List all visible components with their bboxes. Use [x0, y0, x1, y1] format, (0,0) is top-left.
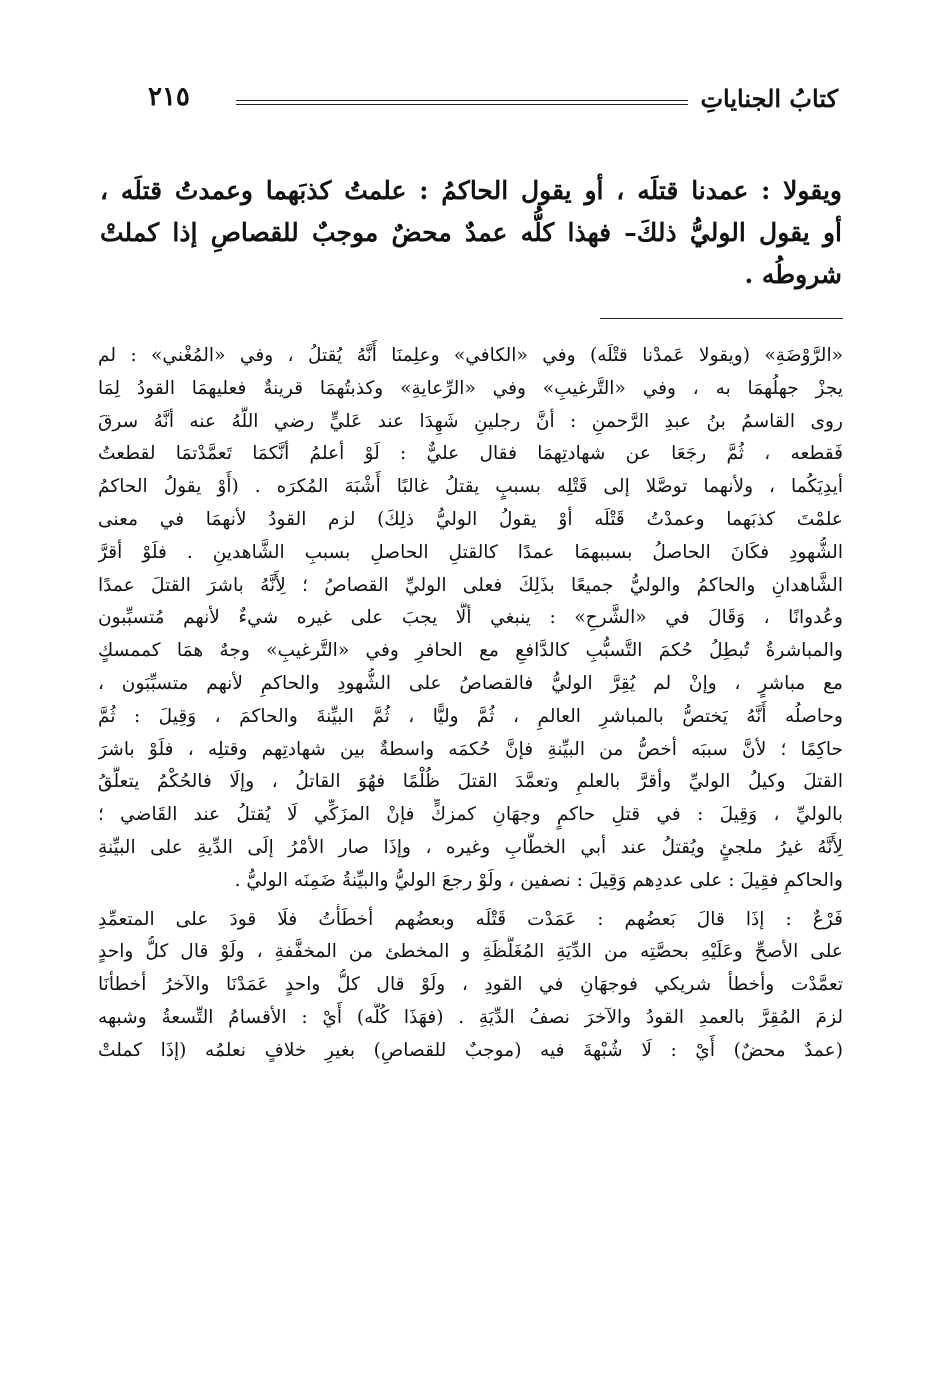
commentary-line: (عمدٌ محضٌ) أَيْ : لَا شُبْهةَ فيه (موجبٌ للقصاصِ) بغيرِ خلافٍ نعلمُه (إذَا كملتْ	[98, 1039, 843, 1061]
commentary-line: والحاكمِ فقِيلَ : على عددِهم وَقِيلَ : نصفين ، ولَوْ رجعَ الوليُّ والبيِّنةُ ضَمِنَه الوليُّ .	[234, 869, 843, 891]
commentary-line: القتلَ وكيلُ الوليِّ وأقرَّ بالعلمِ وتعمَّدَ القتلَ ظُلْمًا فهُوَ القاتلُ ، وإلَا فالحُكْمُ يتعلَّقُ	[98, 771, 843, 793]
commentary-line: تعمَّدْت وأخطأ شريكي فوجهَانِ في القودِ ، ولَوْ قال كلُّ واحدٍ عَمَدْنَا والآخرُ أخطأنَا	[98, 974, 843, 996]
commentary-line: والمباشرةُ تُبطِلُ حُكمَ التَّسبُّبِ كالدَّافعِ مع الحافرِ وفي «التَّرغيبِ» وجهٌ همَا كممسكٍ	[98, 640, 843, 662]
commentary-line: على الأصحِّ وعَلَيْهِ بحصَّتِه من الدِّيَةِ المُغَلَّظَةِ و المخطئ من المخفَّفةِ ، ولَوْ قال كلُّ واحدٍ	[98, 941, 843, 963]
commentary-line: الشَّاهدانِ والحاكمُ والوليُّ جميعًا بذَلِكَ فعلى الوليِّ القصاصُ ؛ لِأَنَّهُ باشرَ القتلَ عمدًا	[98, 574, 843, 596]
commentary-line: وحاصلُه أَنَّهُ يَختصُّ بالمباشرِ العالمِ ، ثُمَّ وليًّا ، ثُمَّ البيِّنةَ والحاكمَ ، وَقِيلَ : ثُمَّ	[98, 705, 843, 727]
commentary-line: لزمَ المُقِرَّ بالعمدِ القودُ والآخرَ نصفُ الدِّيَةِ . (فهَذَا كُلُّه) أَيْ : الأقسامُ التِّسعةُ وشبهه	[98, 1006, 843, 1028]
commentary-line: أيدِيَكُما ، ولأنهما توصَّلا إلى قَتْلِه بسببٍ يقتلُ غالبًا أَشْبَهَ المُكرَه . (أَوْ يقولُ الحاكمُ	[98, 476, 843, 498]
book-title: كتابُ الجناياتِ	[700, 84, 838, 113]
commentary-line: «الرَّوْضَةِ» (ويقولا عَمدْنا قتْلَه) وفي «الكافي» وعلِمنَا أَنَّهُ يُقتلُ ، وفي «المُغْني» : لم	[98, 345, 843, 366]
main-text-line: أو يقول الوليُّ ذلكَ– فهذا كلُّه عمدٌ محضٌ موجبٌ للقصاصِ إذا كملتْ	[100, 218, 842, 247]
footnote-divider	[600, 318, 843, 319]
commentary-line: فَقطعه ، ثُمَّ رجَعَا عن شهادتِهمَا فقال عليٌّ : لَوْ أعلمُ أنَّكمَا تَعمَّدْتمَا لقطعتُ	[98, 443, 843, 465]
commentary-line: وعُدوانًا ، وَقَالَ في «الشَّرحِ» : ينبغي ألَّا يجبَ على غيره شيءٌ لأنهم مُتسبِّبون	[98, 607, 843, 629]
commentary-line: لِأَنَّهُ غيرُ ملجئٍ ويُقتلُ عند أبي الخطَّابِ وغيره ، وإذَا صار الأمْرُ إلَى الدِّيةِ على البيِّنةِ	[98, 836, 843, 858]
main-text-line: شروطُه .	[744, 260, 842, 289]
commentary-line: مع مباشرٍ ، وإنْ لم يُقِرَّ الوليُّ فالقصاصُ على الشُّهودِ والحاكمِ لأنهم متسبِّبَون ،	[98, 672, 843, 694]
commentary-line: يجزْ جهلُهمَا به ، وفي «التَّرغيبِ» وفي «الرِّعايةِ» وكذبتُهمَا قرينةٌ فعليهمَا القودُ لِمَا	[98, 377, 843, 399]
commentary-line: فَرْعٌ : إذَا قالَ بَعضُهم : عَمَدْت قَتْلَه وبعضُهم أخطَأْتُ فلَا قودَ على المتعمِّدِ	[98, 908, 843, 930]
header-rule	[236, 100, 688, 105]
page-header	[148, 84, 838, 124]
main-text-line: ويقولا : عمدنا قتلَه ، أو يقول الحاكمُ : علمتُ كذبَهما وعمدتُ قتلَه ،	[100, 176, 842, 205]
commentary-line: بالوليِّ ، وَقِيلَ : في قتلِ حاكمٍ وجهَانِ كمزكٍّ فإنْ المزَكِّي لَا يُقتلُ عند القَاضي ؛	[98, 804, 843, 826]
page-number: ٢١٥	[148, 82, 190, 112]
commentary-line: حاكِمًا ؛ لأنَّ سببَه أخصُّ من البيِّنةِ فإنَّ حُكمَه واسطةٌ بين شهادتِهم وقتلِه ، فلَوْ باشرَ	[98, 738, 843, 760]
commentary-line: الشُّهودِ فكَانَ الحاصلُ بسببهمَا عمدًا كالقتلِ الحاصلِ بسببِ الشَّاهدينِ . فلَوْ أقرَّ	[98, 541, 843, 563]
main-text	[100, 170, 842, 296]
commentary	[98, 340, 843, 1068]
commentary-line: روى القاسمُ بنُ عبدِ الرَّحمنِ : أنَّ رجلينِ شَهِدَا عند عَليٍّ رضي اللَّهُ عنه أنَّهُ سرقَ	[98, 410, 843, 432]
commentary-line: علمْتَ كذبَهما وعمدْتُ قَتْلَه أوْ يقولُ الوليُّ ذلِكَ) لزم القودُ لأنهمَا في معنى	[98, 508, 843, 530]
